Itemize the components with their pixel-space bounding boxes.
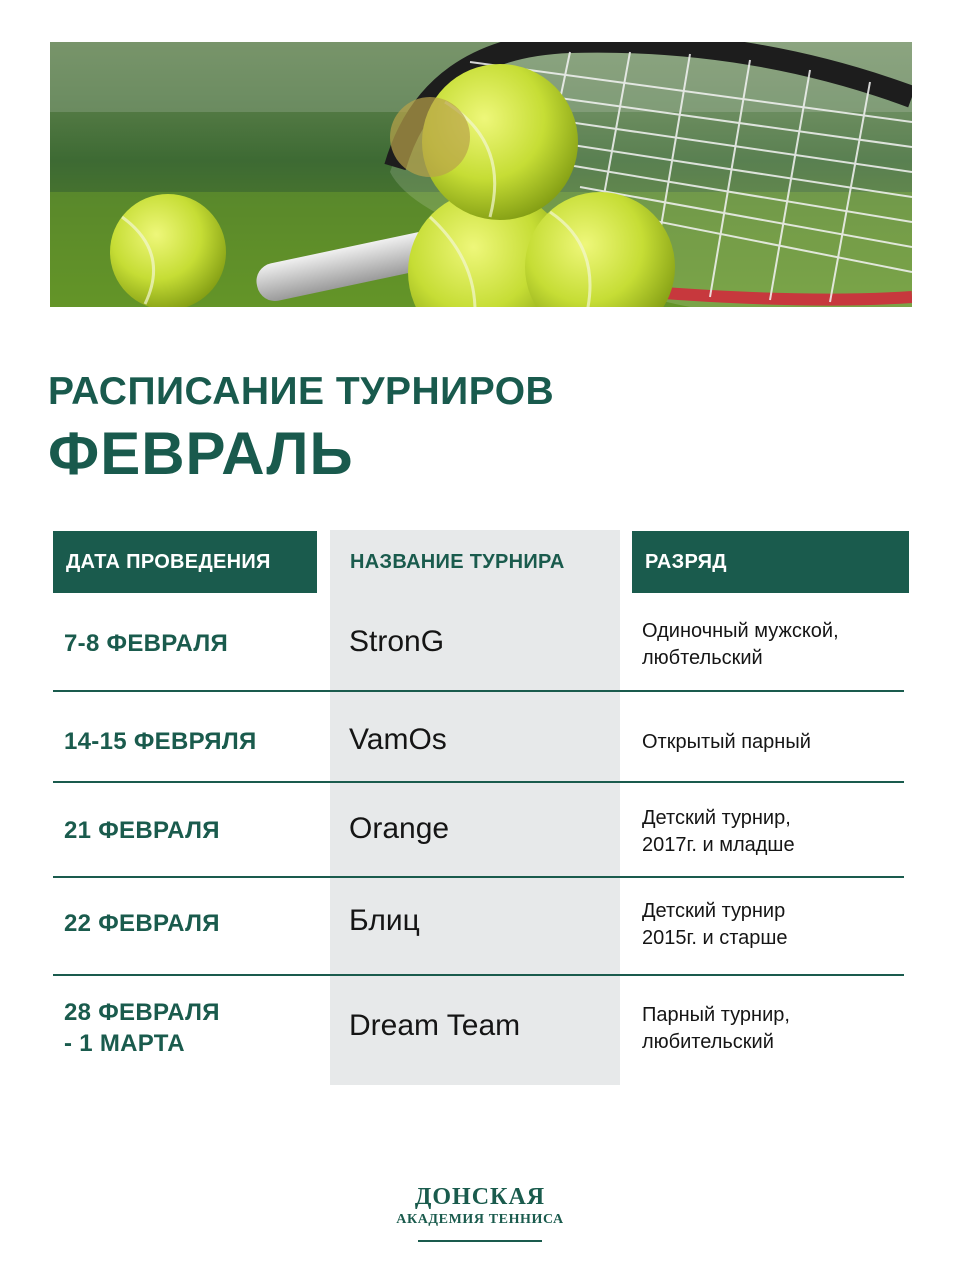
row-date-line: 22 ФЕВРАЛЯ	[64, 910, 220, 937]
logo-underline	[418, 1240, 542, 1242]
row-date	[64, 908, 220, 939]
row-category	[642, 618, 839, 672]
header-date: ДАТА ПРОВЕДЕНИЯ	[53, 531, 317, 593]
row-date-line: - 1 МАРТА	[64, 1030, 185, 1057]
row-date-line: 7-8 ФЕВРАЛЯ	[64, 630, 229, 657]
row-tournament-name: VamOs	[349, 723, 447, 756]
row-category-line: 2017г. и младше	[642, 834, 795, 856]
logo-line-2: АКАДЕМИЯ ТЕННИСА	[396, 1212, 564, 1227]
row-category-line: Открытый парный	[642, 731, 811, 753]
row-date-line: 28 ФЕВРАЛЯ	[64, 999, 220, 1026]
row-category-line: любтельский	[642, 647, 763, 669]
hero-image-tennis-balls	[50, 42, 912, 307]
row-date	[64, 815, 220, 846]
row-date-line: 21 ФЕВРАЛЯ	[64, 817, 220, 844]
row-category	[642, 898, 788, 952]
row-category-line: любительский	[642, 1031, 774, 1053]
row-separator	[53, 974, 904, 976]
row-category-line: 2015г. и старше	[642, 927, 788, 949]
tournament-name-column-background	[330, 530, 620, 1085]
row-category-line: Детский турнир,	[642, 807, 791, 829]
header-category: РАЗРЯД	[632, 531, 909, 593]
row-category-line: Одиночный мужской,	[642, 620, 839, 642]
page-title: РАСПИСАНИЕ ТУРНИРОВ	[48, 370, 555, 413]
row-separator	[53, 876, 904, 878]
row-date	[64, 997, 220, 1059]
tennis-scene-illustration	[50, 42, 912, 307]
row-category-line: Парный турнир,	[642, 1004, 790, 1026]
row-category-line: Детский турнир	[642, 900, 786, 922]
row-category	[642, 1002, 790, 1056]
row-date	[64, 726, 257, 757]
row-separator	[53, 690, 904, 692]
page-subtitle-month: ФЕВРАЛЬ	[48, 420, 354, 487]
row-tournament-name: Dream Team	[349, 1009, 521, 1042]
header-tournament-name: НАЗВАНИЕ ТУРНИРА	[350, 550, 565, 573]
row-date	[64, 628, 228, 659]
academy-logo	[380, 1183, 580, 1229]
row-category	[642, 729, 811, 756]
logo-line-1: ДОНСКАЯ	[414, 1184, 546, 1210]
row-category	[642, 805, 795, 859]
title-block	[48, 368, 554, 486]
row-tournament-name: Блиц	[349, 904, 420, 937]
row-separator	[53, 781, 904, 783]
row-date-line: 14-15 ФЕВРЯЛЯ	[64, 728, 257, 755]
row-tournament-name: StronG	[349, 625, 445, 658]
row-tournament-name: Orange	[349, 812, 450, 845]
